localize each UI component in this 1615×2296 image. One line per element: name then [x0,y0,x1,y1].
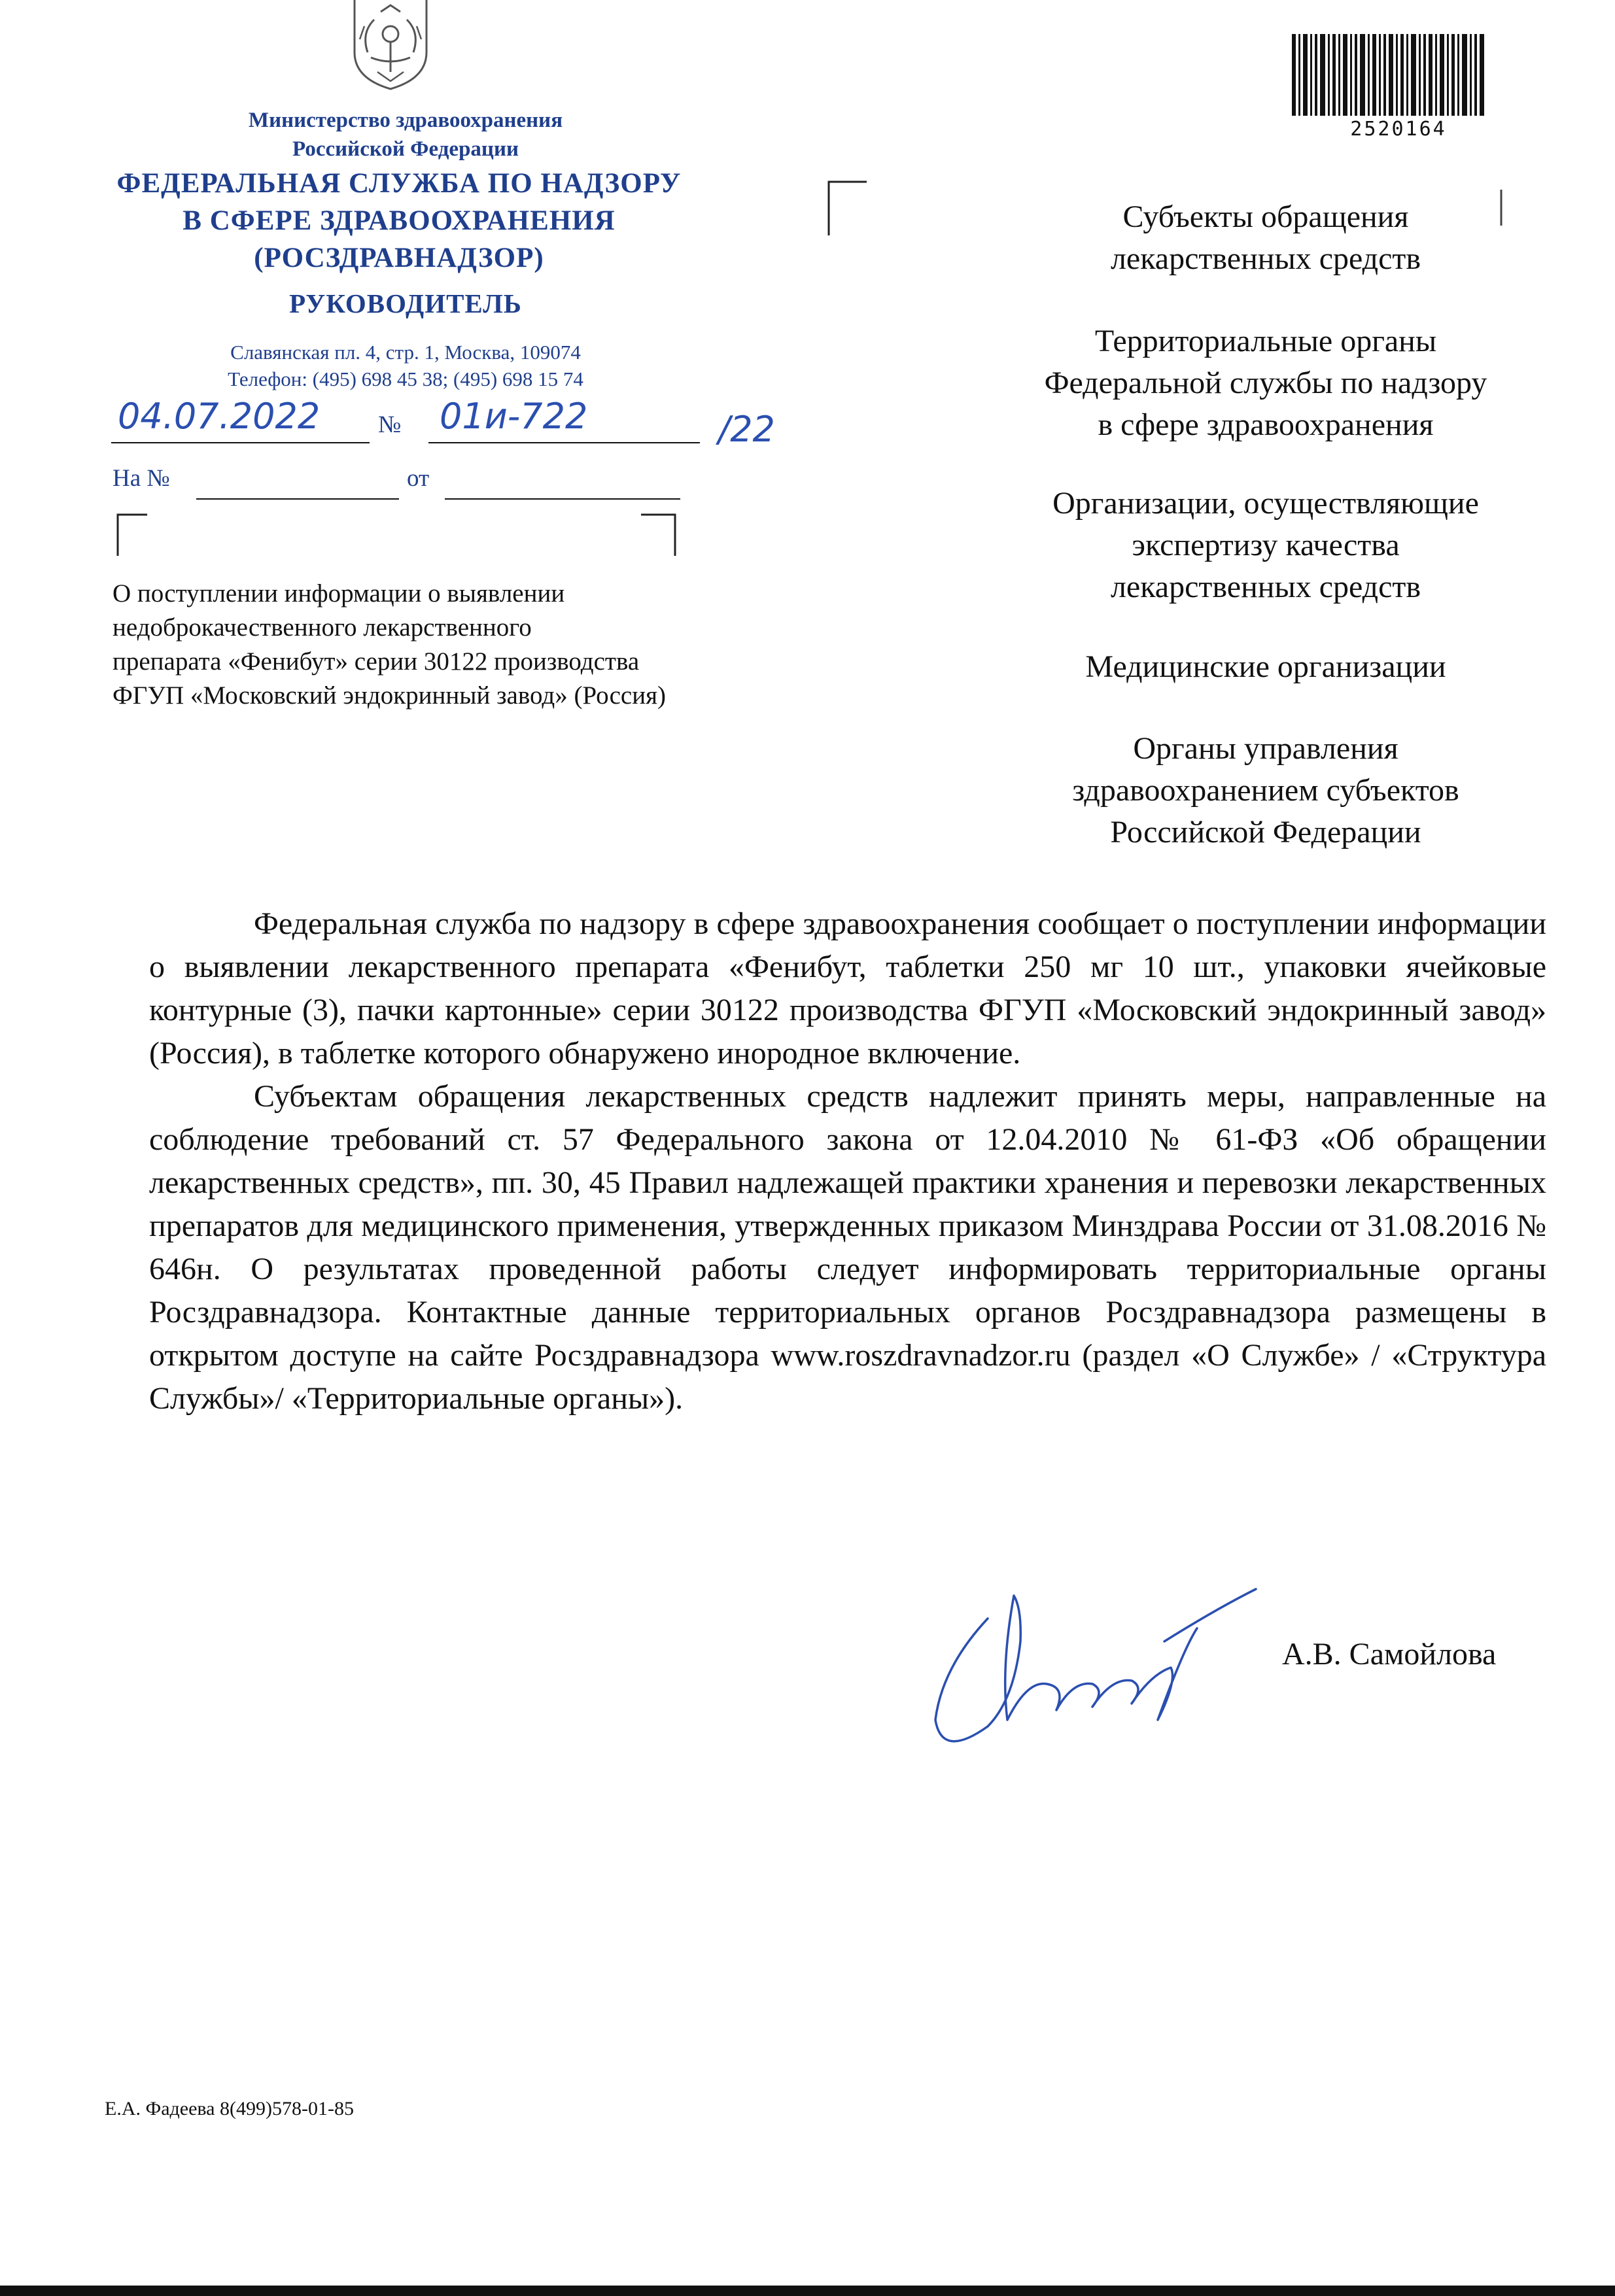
service-name: ФЕДЕРАЛЬНАЯ СЛУЖБА ПО НАДЗОРУ В СФЕРЕ ЗДРАВООХРАНЕНИЯ (РОСЗДРАВНАДЗОР) [116,168,682,273]
outgoing-date: 04.07.2022 [118,396,321,437]
scan-bottom-border [0,2286,1615,2296]
recipient-group: Органы управления здравоохранением субъектов Российской Федерации [1072,731,1459,849]
executor-contact: Е.А. Фадеева 8(499)578-01-85 [105,2098,354,2119]
letterhead-address [150,339,661,392]
ot-underline [445,498,680,500]
subject-corner-marks [111,507,687,566]
body-paragraph: Субъектам обращения лекарственных средств надлежит принять меры, направленные на соблюдение требований ст. 57 Федерального закона от 12.04.2010 № 61-ФЗ «Об обращении лекарственных средств», пп. 30, 45 Правил надлежащей практики хранения и перевозки лекарственных препаратов для медицинского применения, утвержденных приказом Минздрава России от 31.08.2016 № 646н. О результатах проведенной работы следует информировать территориальные органы Росздравнадзора. Контактные данные территориальных органов Росздравнадзора размещены в открытом доступе на сайте Росздравнадзора www.roszdravnadzor.ru (раздел «О Службе» / «Структура Службы»/ «Территориальные органы»). [149,1079,1546,1416]
number-label: № [378,411,402,438]
na-underline [196,498,399,500]
phone-line: Телефон: (495) 698 45 38; (495) 698 15 74 [228,368,583,390]
letter-body [149,902,1546,1420]
body-paragraph: Федеральная служба по надзору в сфере здравоохранения сообщает о поступлении информации о выявлении лекарственного препарата «Фенибут, таблетки 250 мг 10 шт., упаковки ячейковые контурные (3), пачки картонные» серии 30122 производства ФГУП «Московский эндокринный завод» (Россия), в таблетке которого обнаружено инородное включение. [149,906,1546,1071]
na-label: На № [113,465,170,492]
head-title: РУКОВОДИТЕЛЬ [289,288,522,318]
letter-subject: О поступлении информации о выявлении недоброкачественного лекарственного препарата «Фенибут» серии 30122 производства ФГУП «Московский эндокринный завод» (Россия) [113,579,667,710]
barcode-number: 2520164 [1350,118,1447,141]
recipient-group: Территориальные органы Федеральной службы по надзору в сфере здравоохранения [1044,324,1487,442]
recipient-group: Субъекты обращения лекарственных средств [1110,199,1421,276]
outgoing-number-suffix: /22 [718,409,775,450]
date-underline [111,442,370,443]
signer-name: А.В. Самойлова [1282,1637,1497,1671]
coat-of-arms-emblem [341,0,440,90]
ot-label: от [407,465,430,492]
outgoing-number: 01и-722 [440,396,588,437]
address-line: Славянская пл. 4, стр. 1, Москва, 109074 [230,341,581,364]
recipient-group: Медицинские организации [1085,649,1446,684]
ministry-name: Министерство здравоохранения Российской Федерации [248,109,563,161]
number-underline [428,442,700,443]
recipient-group: Организации, осуществляющие экспертизу качества лекарственных средств [1052,486,1479,604]
handwritten-signature [916,1569,1269,1766]
barcode-image [1292,34,1488,116]
